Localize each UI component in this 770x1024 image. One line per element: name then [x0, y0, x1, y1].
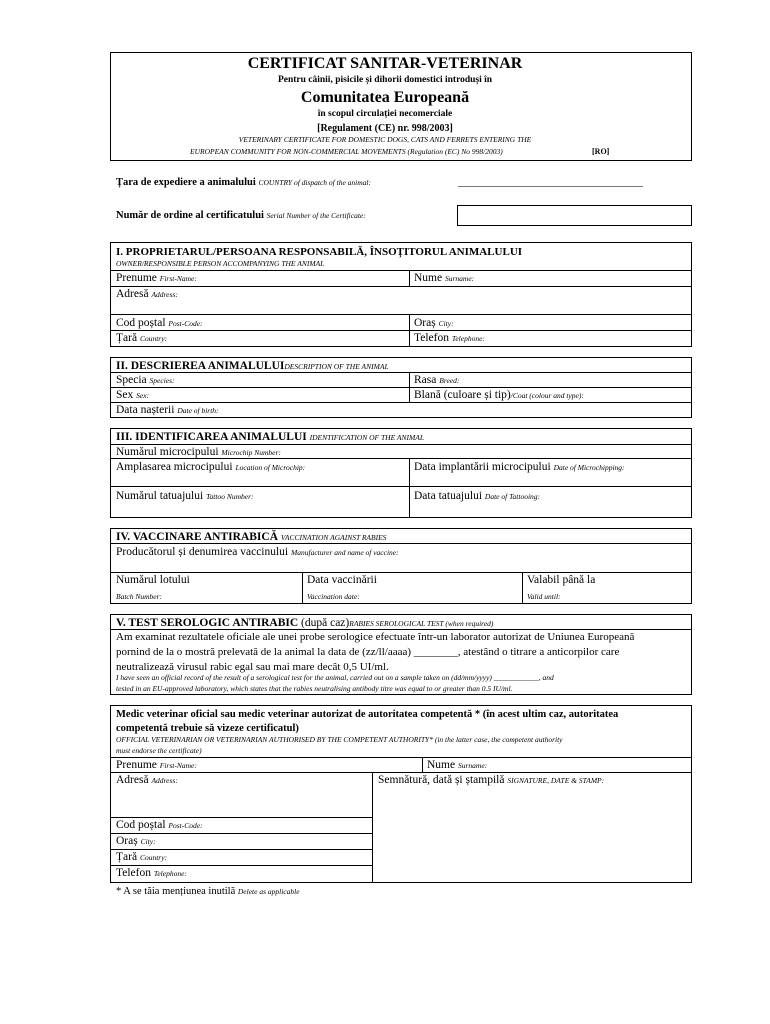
tattoo-date[interactable]: Data tatuajului Date of Tattooing: [414, 490, 541, 502]
animal-sex[interactable]: Sex Sex: [116, 389, 150, 401]
vet-en-2: must endorse the certificate) [116, 746, 202, 755]
animal-species[interactable]: Specia Species: [116, 374, 175, 386]
serology-title: V. TEST SEROLOGIC ANTIRABIC (după caz)RABIES SEROLOGICAL TEST (when required) [116, 617, 494, 629]
vet-telephone[interactable]: Telefon Telephone: [116, 867, 187, 879]
header-en2: EUROPEAN COMMUNITY FOR NON-COMMERCIAL MOVEMENTS (Regulation (EC) No 998/2003) [190, 147, 503, 156]
serology-text-1: Am examinat rezultatele oficiale ale unei probe serologice efectuate într-un laborator autorizat de Uniunea Europeană [116, 631, 635, 643]
certificate-title: CERTIFICAT SANITAR-VETERINAR [247, 55, 523, 72]
identification-title: III. IDENTIFICAREA ANIMALULUI IDENTIFICATION OF THE ANIMAL [116, 431, 424, 443]
owner-post-code[interactable]: Cod poștal Post-Code: [116, 317, 203, 329]
valid-until-label: Valabil până la [527, 574, 596, 586]
owner-city[interactable]: Oraș City: [414, 317, 454, 329]
microchip-number[interactable]: Numărul microcipului Microchip Number: [116, 446, 281, 458]
owner-telephone[interactable]: Telefon Telephone: [414, 332, 485, 344]
animal-breed[interactable]: Rasa Breed: [414, 374, 460, 386]
vet-first-name[interactable]: Prenume First-Name: [116, 759, 197, 771]
animal-coat[interactable]: Blană (culoare și tip)/Coat (colour and type): [414, 389, 584, 401]
owner-title: I. PROPRIETARUL/PERSOANA RESPONSABILĂ, ÎNSOȚITORUL ANIMALULUI [116, 246, 523, 258]
serial-number-label: Număr de ordine al certificatului Serial Number of the Certificate: [116, 210, 366, 221]
owner-address[interactable]: Adresă Address: [116, 288, 178, 300]
country-dispatch-line[interactable]: _____________________________________ [458, 177, 643, 188]
header-line4: [Regulament (CE) nr. 998/2003] [317, 123, 453, 134]
vet-country[interactable]: Țară Country: [116, 851, 168, 863]
vaccination-date[interactable]: Vaccination date: [307, 592, 360, 601]
vet-address[interactable]: Adresă Address: [116, 774, 178, 786]
footnote: * A se tăia mențiunea inutilă Delete as applicable [116, 886, 300, 897]
vet-post-code[interactable]: Cod poștal Post-Code: [116, 819, 203, 831]
serology-text-2: pornind de la o mostră prelevată de la animal la data de (zz/ll/aaaa) ________, atestând o titrare a anticorpilor care [116, 646, 620, 658]
animal-date-of-birth[interactable]: Data nașterii Date of birth: [116, 404, 219, 416]
owner-country[interactable]: Țară Country: [116, 332, 168, 344]
header-line2: Comunitatea Europeană [300, 89, 470, 106]
microchip-location[interactable]: Amplasarea microcipului Location of Microchip: [116, 461, 306, 473]
owner-first-name[interactable]: Prenume First-Name: [116, 272, 197, 284]
header-code: [RO] [592, 147, 610, 156]
header-en1: VETERINARY CERTIFICATE FOR DOMESTIC DOGS, CATS AND FERRETS ENTERING THE [238, 135, 532, 144]
batch-number[interactable]: Batch Number: [116, 592, 163, 601]
vet-title-2: competentă trebuie să vizeze certificatul) [116, 723, 299, 734]
country-dispatch-label: Țara de expediere a animalului COUNTRY of dispatch of the animal: [116, 177, 372, 188]
serology-text-3: neutralizează virusul rabic egal sau mai mare decât 0,5 UI/ml. [116, 661, 389, 673]
valid-until[interactable]: Valid until: [527, 592, 561, 601]
vet-city[interactable]: Oraș City: [116, 835, 156, 847]
microchip-date[interactable]: Data implantării microcipului Date of Microchipping: [414, 461, 625, 473]
vet-signature[interactable]: Semnătură, dată și ștampilă SIGNATURE, DATE & STAMP: [378, 774, 605, 786]
owner-subtitle: OWNER/RESPONSIBLE PERSON ACCOMPANYING THE ANIMAL [116, 259, 325, 268]
serology-en-2: tested in an EU-approved laboratory, which states that the rabies neutralising antibody titre was equal to or greater than 0.5 IU/ml. [116, 684, 513, 693]
serial-number-field[interactable] [457, 205, 692, 226]
serology-en-1: I have seen an official record of the result of a serological test for the animal, carried out on a sample taken on (dd/mm/yyyy) ____________, and [116, 673, 554, 682]
description-title: II. DESCRIEREA ANIMALULUIDESCRIPTION OF THE ANIMAL [116, 360, 389, 372]
header-line1: Pentru câinii, pisicile și dihorii domestici introduși în [277, 75, 493, 85]
header-line3: în scopul circulației necomerciale [317, 109, 453, 119]
vet-surname[interactable]: Nume Surname: [427, 759, 488, 771]
vaccination-date-label: Data vaccinării [307, 574, 377, 586]
batch-number-label: Numărul lotului [116, 574, 190, 586]
owner-surname[interactable]: Nume Surname: [414, 272, 475, 284]
vet-en-1: OFFICIAL VETERINARIAN OR VETERINARIAN AUTHORISED BY THE COMPETENT AUTHORITY* (in the latter case, the competent authority [116, 735, 563, 744]
vet-title-1: Medic veterinar oficial sau medic veterinar autorizat de autoritatea competentă * (în acest ultim caz, autoritatea [116, 709, 619, 720]
vaccination-title: IV. VACCINARE ANTIRABICĂ VACCINATION AGAINST RABIES [116, 531, 387, 543]
vaccine-manufacturer[interactable]: Producătorul și denumirea vaccinului Manufacturer and name of vaccine: [116, 546, 399, 558]
tattoo-number[interactable]: Numărul tatuajului Tattoo Number: [116, 490, 254, 502]
